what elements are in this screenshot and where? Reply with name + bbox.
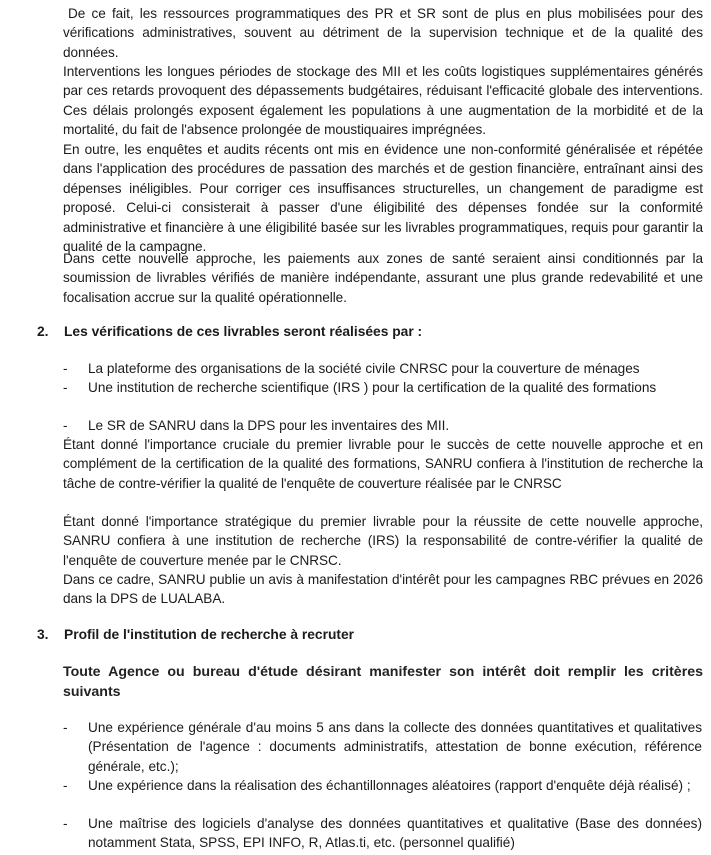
- paragraph-approche: Dans cette nouvelle approche, les paiements aux zones de santé seraient ainsi conditionnés par la soumission de livrables vérifiés de manière indépendante, assurant une plus grande redevabilité et une focalisation accrue sur la qualité opérationnelle.: [63, 251, 703, 305]
- criteria-intro: Toute Agence ou bureau d'étude désirant manifester son intérêt doit remplir les critères suivants: [63, 664, 703, 700]
- section-2-heading: [37, 322, 422, 341]
- section-2-paragraph-3: Dans ce cadre, SANRU publie un avis à manifestation d'intérêt pour les campagnes RBC prévues en 2026 dans la DPS de LUALABA.: [63, 572, 703, 607]
- section-2-bullet-3: Le SR de SANRU dans la DPS pour les inventaires des MII.: [88, 418, 450, 433]
- bullet-marker: -: [63, 720, 68, 735]
- section-2-number: 2.: [37, 324, 49, 339]
- section-2-paragraph-1: Étant donné l'importance cruciale du premier livrable pour le succès de cette nouvelle approche et en complément de la certification de la qualité des formations, SANRU confiera à l'institution de recherche la tâche de contre-vérifier la qualité de l'enquête de couverture réalisée par le CNRSC: [63, 437, 703, 491]
- bullet-marker: -: [63, 361, 68, 376]
- section-3-bullet-1: Une expérience générale d'au moins 5 ans dans la collecte des données quantitatives et qualitatives (Présentation de l'agence : documents administratifs, attestation de bonne exécution, référence générale, etc.);: [88, 720, 702, 774]
- section-2-bullet-1: La plateforme des organisations de la société civile CNRSC pour la couverture de ménages: [88, 361, 640, 376]
- section-3-heading: [37, 625, 354, 644]
- section-3-title: Profil de l'institution de recherche à recruter: [64, 627, 355, 642]
- section-2-paragraph-2: Étant donné l'importance stratégique du premier livrable pour la réussite de cette nouvelle approche, SANRU confiera à une institution de recherche (IRS) la responsabilité de contre-vérifier la qualité de l'enquête de couverture menée par le CNRSC.: [63, 514, 703, 568]
- bullet-marker: -: [63, 380, 68, 395]
- paragraph-interventions: Interventions les longues périodes de stockage des MII et les coûts logistiques supplémentaires générés par ces retards provoquent des dépassements budgétaires, réduisant l'efficacité globale des interventions. Ces délais prolongés exposent également les populations à une augmentation de la morbidité et de la mortalité, du fait de l'absence prolongée de moustiquaires imprégnées.: [63, 64, 703, 138]
- bullet-marker: -: [63, 778, 68, 793]
- bullet-marker: -: [63, 816, 68, 831]
- section-3-bullet-3: Une maîtrise des logiciels d'analyse des données quantitatives et qualitative (Base des données) notamment Stata, SPSS, EPI INFO, R, Atlas.ti, etc. (personnel qualifié): [88, 816, 702, 851]
- section-3-bullet-2: Une expérience dans la réalisation des échantillonnages aléatoires (rapport d'enquête déjà réalisé) ;: [88, 778, 691, 793]
- bullet-marker: -: [63, 418, 68, 433]
- paragraph-enquetes: En outre, les enquêtes et audits récents ont mis en évidence une non-conformité généralisée et répétée dans l'application des procédures de passation des marchés et de gestion financière, entraînant ainsi des dépenses inéligibles. Pour corriger ces insuffisances structurelles, un changement de paradigme est proposé. Celui-ci consisterait à passer d'une éligibilité des dépenses fondée sur la conformité administrative et financière à une éligibilité basée sur les livrables programmatiques, requis pour garantir la qualité de la campagne.: [63, 142, 703, 255]
- intro-paragraph: De ce fait, les ressources programmatiques des PR et SR sont de plus en plus mobilisées pour des vérifications administratives, souvent au détriment de la supervision technique et de la qualité des données.: [63, 6, 703, 60]
- section-2-bullet-2: Une institution de recherche scientifique (IRS ) pour la certification de la qualité des formations: [88, 380, 657, 395]
- section-3-number: 3.: [37, 627, 49, 642]
- section-2-title: Les vérifications de ces livrables seront réalisées par :: [64, 324, 423, 339]
